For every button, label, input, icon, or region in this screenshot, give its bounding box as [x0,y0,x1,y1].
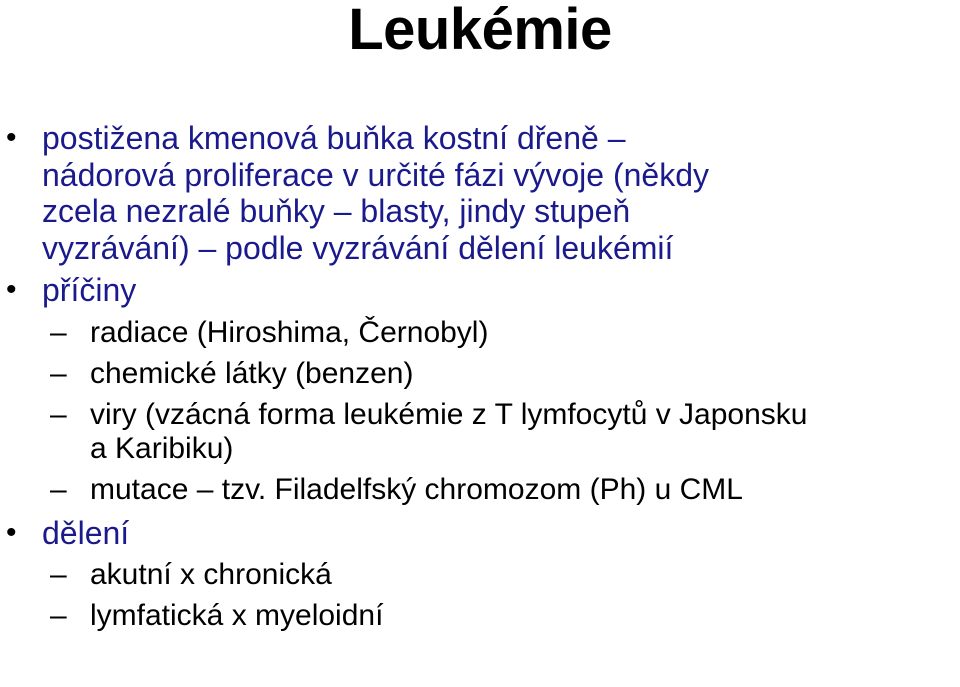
bullet-item [0,120,960,266]
slide-title: Leukémie [348,0,612,62]
bullet-marker: • [6,273,17,306]
sub-item [0,357,960,391]
sub-list [42,316,960,507]
bullet-text-line: dělení [42,514,130,551]
sub-marker: – [50,472,67,506]
sub-marker: – [50,558,67,591]
sub-item [0,398,960,466]
bullet-text-line: postižena kmenová buňka kostní dřeně – [42,120,626,156]
bullet-item [0,515,960,634]
sub-marker: – [50,356,67,390]
sub-text-line: mutace – tzv. Filadelfský chromozom (Ph) u CML [90,472,743,506]
bullet-text-line: zcela nezralé buňky – blasty, jindy stupeň [42,193,631,229]
bullet-text-line: příčiny [42,272,137,308]
sub-item [0,599,960,633]
sub-marker: – [50,315,67,349]
sub-marker: – [50,397,67,431]
sub-text-line: a Karibiku) [90,431,234,465]
bullet-item [0,272,960,507]
sub-item [0,316,960,350]
sub-item [0,473,960,507]
bullet-text-line: vyzrávání) – podle vyzrávání dělení leukémií [42,229,674,266]
sub-marker: – [50,599,67,632]
sub-text-line: viry (vzácná forma leukémie z T lymfocytů v Japonsku [90,397,808,431]
sub-text-line: akutní x chronická [90,558,332,591]
bullet-marker: • [6,515,17,549]
sub-text-line: radiace (Hiroshima, Černobyl) [90,315,489,349]
sub-list [42,558,960,633]
bullet-marker: • [6,121,17,154]
sub-text-line: lymfatická x myeloidní [90,599,384,632]
slide-body [0,120,960,633]
bullet-text-line: nádorová proliferace v určité fázi vývoje (někdy [42,156,709,193]
sub-text-line: chemické látky (benzen) [90,356,414,390]
sub-item [0,558,960,592]
